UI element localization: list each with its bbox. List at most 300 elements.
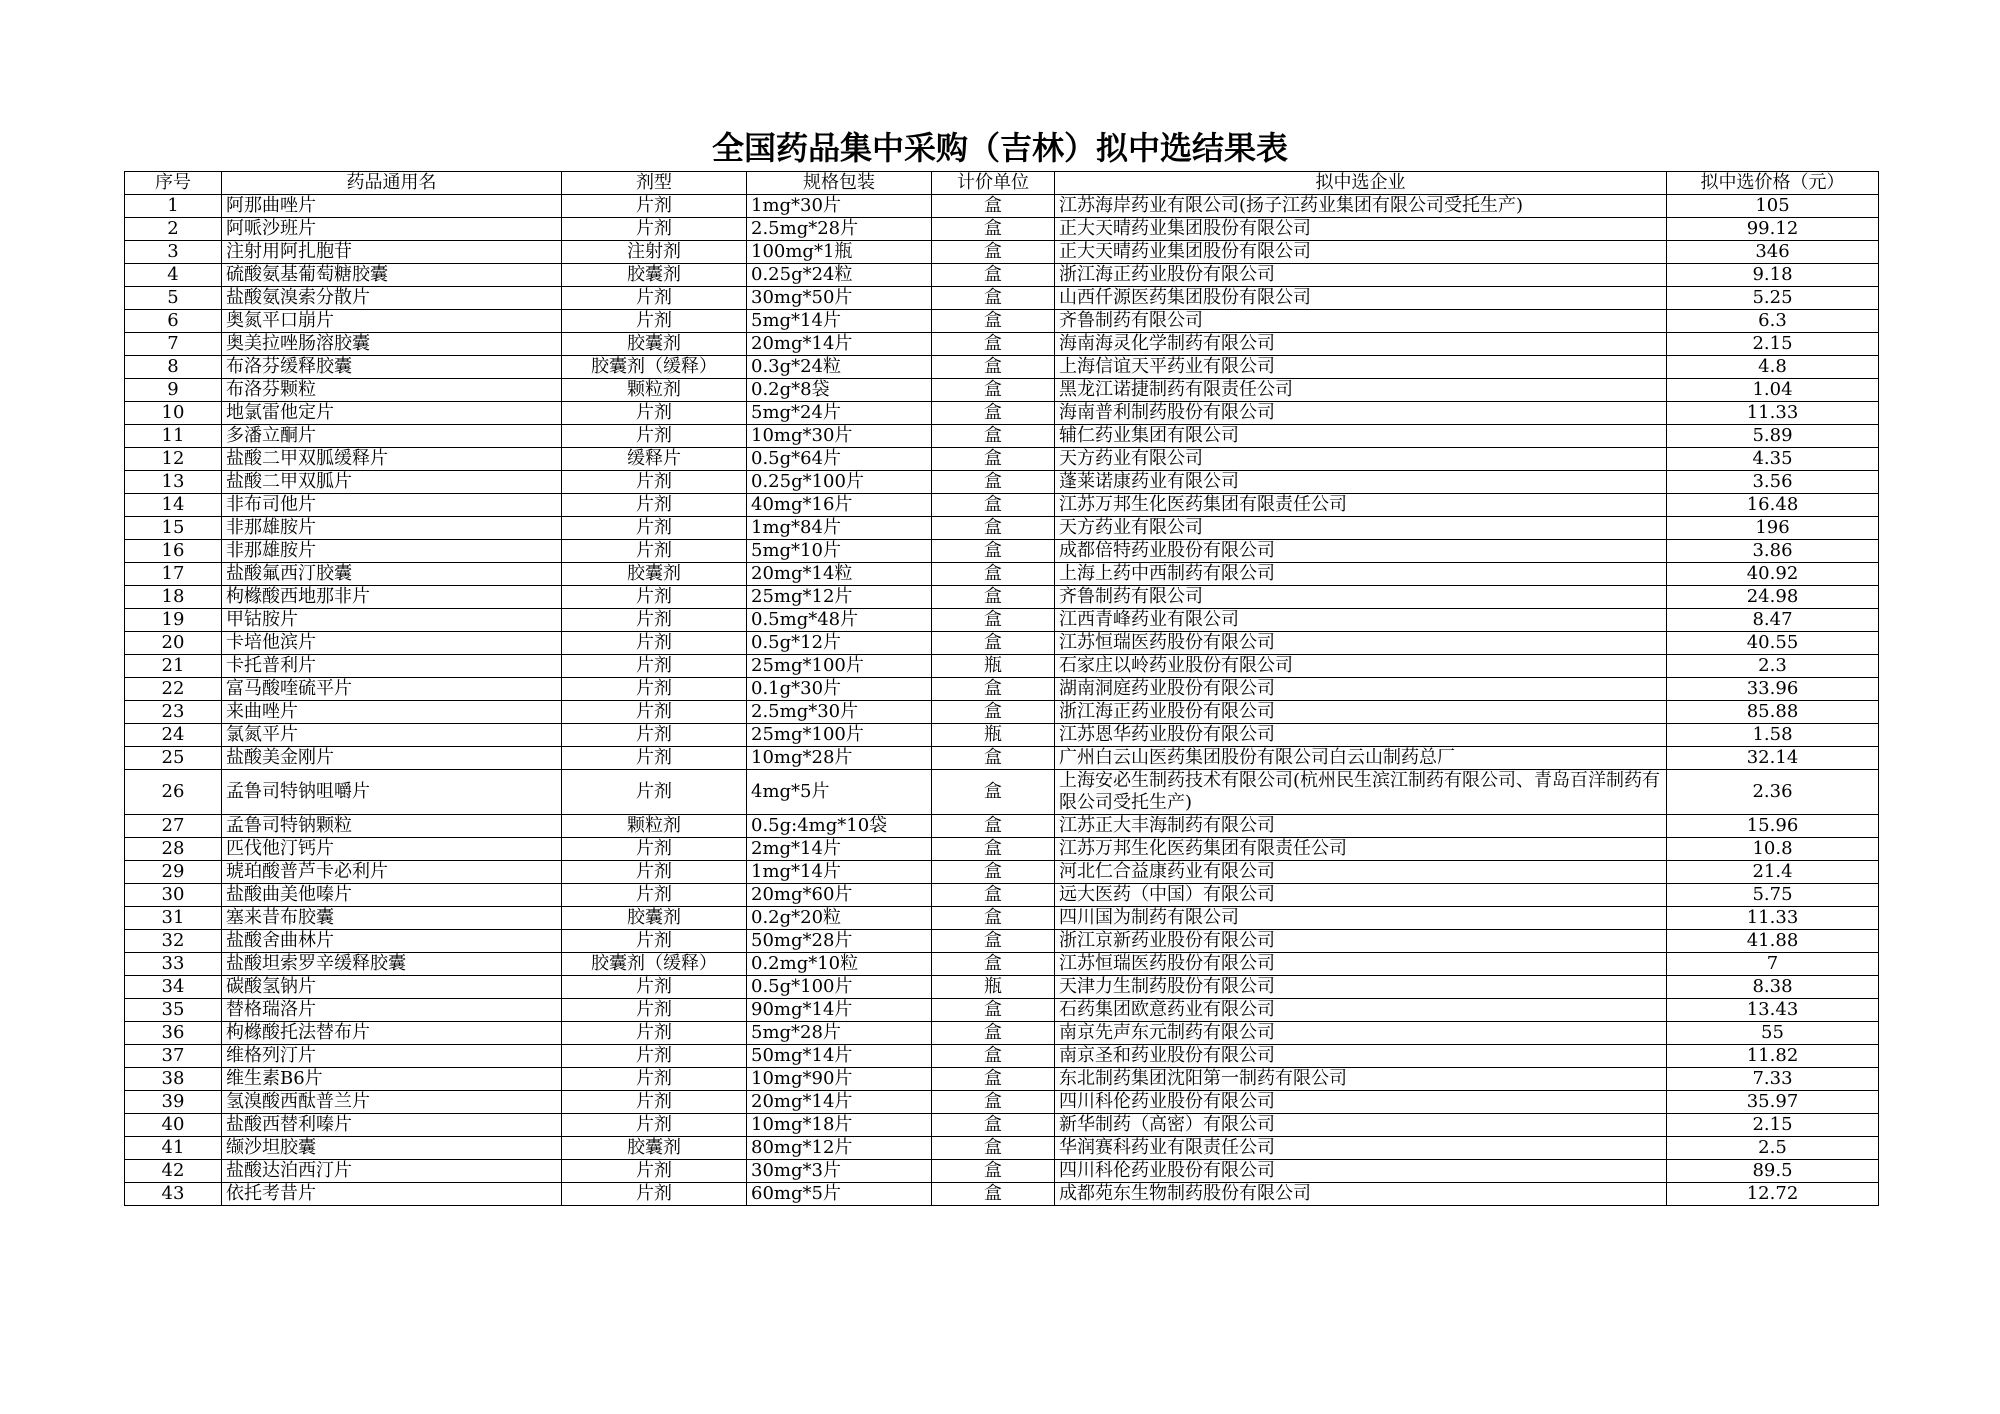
cell-spec-package: 100mg*1瓶 xyxy=(747,241,932,264)
cell-company: 正大天晴药业集团股份有限公司 xyxy=(1055,218,1667,241)
table-row xyxy=(125,471,1879,494)
cell-dosage-form: 片剂 xyxy=(562,838,747,861)
cell-index: 16 xyxy=(125,540,222,563)
cell-dosage-form: 片剂 xyxy=(562,747,747,770)
cell-dosage-form: 片剂 xyxy=(562,195,747,218)
cell-unit: 瓶 xyxy=(932,655,1055,678)
cell-spec-package: 0.25g*100片 xyxy=(747,471,932,494)
cell-price: 1.04 xyxy=(1667,379,1879,402)
cell-drug-name: 非那雄胺片 xyxy=(222,517,562,540)
table-row xyxy=(125,287,1879,310)
cell-unit: 盒 xyxy=(932,701,1055,724)
cell-dosage-form: 片剂 xyxy=(562,586,747,609)
cell-company: 齐鲁制药有限公司 xyxy=(1055,586,1667,609)
cell-drug-name: 盐酸二甲双胍片 xyxy=(222,471,562,494)
cell-unit: 盒 xyxy=(932,1160,1055,1183)
cell-dosage-form: 颗粒剂 xyxy=(562,815,747,838)
cell-company: 新华制药（高密）有限公司 xyxy=(1055,1114,1667,1137)
cell-drug-name: 塞来昔布胶囊 xyxy=(222,907,562,930)
table-row xyxy=(125,356,1879,379)
cell-dosage-form: 片剂 xyxy=(562,930,747,953)
cell-drug-name: 枸橼酸西地那非片 xyxy=(222,586,562,609)
cell-drug-name: 维格列汀片 xyxy=(222,1045,562,1068)
cell-spec-package: 60mg*5片 xyxy=(747,1183,932,1206)
cell-spec-package: 10mg*28片 xyxy=(747,747,932,770)
table-row xyxy=(125,264,1879,287)
cell-drug-name: 非布司他片 xyxy=(222,494,562,517)
table-row xyxy=(125,815,1879,838)
cell-drug-name: 阿哌沙班片 xyxy=(222,218,562,241)
cell-unit: 瓶 xyxy=(932,976,1055,999)
cell-drug-name: 碳酸氢钠片 xyxy=(222,976,562,999)
cell-drug-name: 奥美拉唑肠溶胶囊 xyxy=(222,333,562,356)
cell-company: 南京先声东元制药有限公司 xyxy=(1055,1022,1667,1045)
cell-index: 6 xyxy=(125,310,222,333)
cell-unit: 盒 xyxy=(932,1022,1055,1045)
cell-spec-package: 1mg*30片 xyxy=(747,195,932,218)
cell-unit: 盒 xyxy=(932,471,1055,494)
cell-index: 12 xyxy=(125,448,222,471)
cell-spec-package: 0.5g*12片 xyxy=(747,632,932,655)
cell-spec-package: 0.2g*20粒 xyxy=(747,907,932,930)
cell-unit: 盒 xyxy=(932,287,1055,310)
cell-spec-package: 25mg*12片 xyxy=(747,586,932,609)
cell-company: 华润赛科药业有限责任公司 xyxy=(1055,1137,1667,1160)
cell-company: 黑龙江诺捷制药有限责任公司 xyxy=(1055,379,1667,402)
table-row xyxy=(125,770,1879,815)
cell-company: 蓬莱诺康药业有限公司 xyxy=(1055,471,1667,494)
cell-dosage-form: 片剂 xyxy=(562,884,747,907)
table-row xyxy=(125,953,1879,976)
cell-unit: 盒 xyxy=(932,494,1055,517)
cell-price: 8.38 xyxy=(1667,976,1879,999)
cell-index: 31 xyxy=(125,907,222,930)
cell-index: 17 xyxy=(125,563,222,586)
cell-index: 26 xyxy=(125,770,222,815)
cell-drug-name: 盐酸舍曲林片 xyxy=(222,930,562,953)
cell-price: 2.15 xyxy=(1667,333,1879,356)
table-row xyxy=(125,701,1879,724)
cell-dosage-form: 颗粒剂 xyxy=(562,379,747,402)
cell-spec-package: 0.5g*64片 xyxy=(747,448,932,471)
cell-price: 2.3 xyxy=(1667,655,1879,678)
cell-spec-package: 80mg*12片 xyxy=(747,1137,932,1160)
cell-unit: 盒 xyxy=(932,1068,1055,1091)
cell-unit: 盒 xyxy=(932,861,1055,884)
table-row xyxy=(125,517,1879,540)
cell-unit: 盒 xyxy=(932,930,1055,953)
cell-price: 13.43 xyxy=(1667,999,1879,1022)
results-table xyxy=(124,171,1879,1206)
cell-drug-name: 缬沙坦胶囊 xyxy=(222,1137,562,1160)
cell-index: 3 xyxy=(125,241,222,264)
cell-index: 30 xyxy=(125,884,222,907)
cell-drug-name: 奥氮平口崩片 xyxy=(222,310,562,333)
cell-dosage-form: 片剂 xyxy=(562,1091,747,1114)
cell-price: 2.5 xyxy=(1667,1137,1879,1160)
cell-drug-name: 氢溴酸西酞普兰片 xyxy=(222,1091,562,1114)
cell-unit: 盒 xyxy=(932,402,1055,425)
cell-unit: 盒 xyxy=(932,815,1055,838)
cell-dosage-form: 胶囊剂 xyxy=(562,1137,747,1160)
cell-unit: 盒 xyxy=(932,953,1055,976)
cell-company: 天方药业有限公司 xyxy=(1055,448,1667,471)
cell-drug-name: 盐酸达泊西汀片 xyxy=(222,1160,562,1183)
table-row xyxy=(125,333,1879,356)
cell-dosage-form: 片剂 xyxy=(562,310,747,333)
cell-drug-name: 布洛芬缓释胶囊 xyxy=(222,356,562,379)
table-row xyxy=(125,1114,1879,1137)
cell-spec-package: 5mg*14片 xyxy=(747,310,932,333)
cell-company: 南京圣和药业股份有限公司 xyxy=(1055,1045,1667,1068)
cell-price: 3.86 xyxy=(1667,540,1879,563)
cell-price: 12.72 xyxy=(1667,1183,1879,1206)
cell-spec-package: 5mg*28片 xyxy=(747,1022,932,1045)
cell-index: 29 xyxy=(125,861,222,884)
cell-company: 海南海灵化学制药有限公司 xyxy=(1055,333,1667,356)
cell-index: 33 xyxy=(125,953,222,976)
cell-drug-name: 依托考昔片 xyxy=(222,1183,562,1206)
cell-unit: 盒 xyxy=(932,379,1055,402)
cell-spec-package: 1mg*84片 xyxy=(747,517,932,540)
cell-spec-package: 0.2g*8袋 xyxy=(747,379,932,402)
table-row xyxy=(125,379,1879,402)
cell-dosage-form: 片剂 xyxy=(562,770,747,815)
cell-dosage-form: 片剂 xyxy=(562,1183,747,1206)
cell-dosage-form: 片剂 xyxy=(562,471,747,494)
cell-index: 11 xyxy=(125,425,222,448)
cell-drug-name: 维生素B6片 xyxy=(222,1068,562,1091)
cell-company: 天方药业有限公司 xyxy=(1055,517,1667,540)
cell-dosage-form: 片剂 xyxy=(562,609,747,632)
cell-index: 8 xyxy=(125,356,222,379)
cell-drug-name: 孟鲁司特钠颗粒 xyxy=(222,815,562,838)
header-row xyxy=(125,172,1879,195)
cell-unit: 盒 xyxy=(932,884,1055,907)
cell-drug-name: 盐酸氟西汀胶囊 xyxy=(222,563,562,586)
cell-company: 山西仟源医药集团股份有限公司 xyxy=(1055,287,1667,310)
cell-unit: 盒 xyxy=(932,609,1055,632)
header-spec-package: 规格包装 xyxy=(747,172,932,195)
table-row xyxy=(125,448,1879,471)
cell-spec-package: 4mg*5片 xyxy=(747,770,932,815)
cell-company: 浙江海正药业股份有限公司 xyxy=(1055,701,1667,724)
cell-price: 32.14 xyxy=(1667,747,1879,770)
cell-company: 上海信谊天平药业有限公司 xyxy=(1055,356,1667,379)
cell-price: 11.33 xyxy=(1667,402,1879,425)
cell-company: 江苏恒瑞医药股份有限公司 xyxy=(1055,632,1667,655)
cell-drug-name: 多潘立酮片 xyxy=(222,425,562,448)
cell-index: 9 xyxy=(125,379,222,402)
cell-index: 42 xyxy=(125,1160,222,1183)
cell-drug-name: 卡托普利片 xyxy=(222,655,562,678)
cell-dosage-form: 片剂 xyxy=(562,655,747,678)
cell-dosage-form: 片剂 xyxy=(562,678,747,701)
cell-spec-package: 10mg*90片 xyxy=(747,1068,932,1091)
cell-company: 广州白云山医药集团股份有限公司白云山制药总厂 xyxy=(1055,747,1667,770)
cell-unit: 盒 xyxy=(932,1114,1055,1137)
cell-unit: 盒 xyxy=(932,517,1055,540)
table-row xyxy=(125,861,1879,884)
table-row xyxy=(125,1022,1879,1045)
header-drug-name: 药品通用名 xyxy=(222,172,562,195)
cell-price: 16.48 xyxy=(1667,494,1879,517)
cell-price: 40.55 xyxy=(1667,632,1879,655)
cell-dosage-form: 片剂 xyxy=(562,1068,747,1091)
cell-price: 4.35 xyxy=(1667,448,1879,471)
cell-spec-package: 50mg*28片 xyxy=(747,930,932,953)
cell-index: 24 xyxy=(125,724,222,747)
cell-unit: 盒 xyxy=(932,1183,1055,1206)
cell-spec-package: 5mg*24片 xyxy=(747,402,932,425)
table-row xyxy=(125,563,1879,586)
cell-index: 38 xyxy=(125,1068,222,1091)
cell-price: 346 xyxy=(1667,241,1879,264)
cell-price: 33.96 xyxy=(1667,678,1879,701)
cell-price: 89.5 xyxy=(1667,1160,1879,1183)
cell-spec-package: 30mg*50片 xyxy=(747,287,932,310)
cell-dosage-form: 片剂 xyxy=(562,861,747,884)
cell-drug-name: 枸橼酸托法替布片 xyxy=(222,1022,562,1045)
cell-drug-name: 阿那曲唑片 xyxy=(222,195,562,218)
cell-company: 远大医药（中国）有限公司 xyxy=(1055,884,1667,907)
cell-index: 22 xyxy=(125,678,222,701)
cell-drug-name: 氯氮平片 xyxy=(222,724,562,747)
cell-drug-name: 盐酸坦索罗辛缓释胶囊 xyxy=(222,953,562,976)
cell-company: 江苏恩华药业股份有限公司 xyxy=(1055,724,1667,747)
table-row xyxy=(125,540,1879,563)
cell-unit: 盒 xyxy=(932,425,1055,448)
table-row xyxy=(125,976,1879,999)
table-row xyxy=(125,586,1879,609)
cell-drug-name: 盐酸氨溴索分散片 xyxy=(222,287,562,310)
cell-price: 5.89 xyxy=(1667,425,1879,448)
cell-price: 35.97 xyxy=(1667,1091,1879,1114)
cell-spec-package: 0.5g*100片 xyxy=(747,976,932,999)
cell-price: 85.88 xyxy=(1667,701,1879,724)
cell-price: 11.82 xyxy=(1667,1045,1879,1068)
cell-unit: 盒 xyxy=(932,586,1055,609)
table-row xyxy=(125,655,1879,678)
cell-dosage-form: 片剂 xyxy=(562,724,747,747)
cell-price: 1.58 xyxy=(1667,724,1879,747)
cell-company: 江苏恒瑞医药股份有限公司 xyxy=(1055,953,1667,976)
cell-spec-package: 20mg*14粒 xyxy=(747,563,932,586)
cell-drug-name: 替格瑞洛片 xyxy=(222,999,562,1022)
header-unit: 计价单位 xyxy=(932,172,1055,195)
cell-index: 10 xyxy=(125,402,222,425)
cell-index: 43 xyxy=(125,1183,222,1206)
cell-price: 24.98 xyxy=(1667,586,1879,609)
table-row xyxy=(125,195,1879,218)
table-row xyxy=(125,218,1879,241)
cell-drug-name: 孟鲁司特钠咀嚼片 xyxy=(222,770,562,815)
cell-unit: 盒 xyxy=(932,1045,1055,1068)
cell-unit: 盒 xyxy=(932,838,1055,861)
cell-spec-package: 0.1g*30片 xyxy=(747,678,932,701)
cell-company: 石药集团欧意药业有限公司 xyxy=(1055,999,1667,1022)
cell-dosage-form: 片剂 xyxy=(562,999,747,1022)
table-row xyxy=(125,678,1879,701)
cell-spec-package: 20mg*60片 xyxy=(747,884,932,907)
cell-company: 天津力生制药股份有限公司 xyxy=(1055,976,1667,999)
table-row xyxy=(125,1091,1879,1114)
cell-dosage-form: 胶囊剂 xyxy=(562,563,747,586)
cell-spec-package: 10mg*30片 xyxy=(747,425,932,448)
table-row xyxy=(125,884,1879,907)
header-company: 拟中选企业 xyxy=(1055,172,1667,195)
cell-price: 196 xyxy=(1667,517,1879,540)
cell-dosage-form: 片剂 xyxy=(562,218,747,241)
cell-spec-package: 25mg*100片 xyxy=(747,724,932,747)
cell-index: 13 xyxy=(125,471,222,494)
cell-spec-package: 0.2mg*10粒 xyxy=(747,953,932,976)
header-dosage-form: 剂型 xyxy=(562,172,747,195)
cell-spec-package: 90mg*14片 xyxy=(747,999,932,1022)
cell-dosage-form: 片剂 xyxy=(562,287,747,310)
cell-spec-package: 2.5mg*28片 xyxy=(747,218,932,241)
table-row xyxy=(125,838,1879,861)
cell-company: 成都苑东生物制药股份有限公司 xyxy=(1055,1183,1667,1206)
cell-index: 37 xyxy=(125,1045,222,1068)
cell-price: 4.8 xyxy=(1667,356,1879,379)
cell-index: 23 xyxy=(125,701,222,724)
cell-drug-name: 盐酸曲美他嗪片 xyxy=(222,884,562,907)
cell-dosage-form: 片剂 xyxy=(562,976,747,999)
cell-company: 成都倍特药业股份有限公司 xyxy=(1055,540,1667,563)
table-row xyxy=(125,907,1879,930)
cell-spec-package: 40mg*16片 xyxy=(747,494,932,517)
cell-price: 21.4 xyxy=(1667,861,1879,884)
cell-drug-name: 富马酸喹硫平片 xyxy=(222,678,562,701)
cell-index: 21 xyxy=(125,655,222,678)
cell-dosage-form: 片剂 xyxy=(562,425,747,448)
cell-drug-name: 非那雄胺片 xyxy=(222,540,562,563)
cell-dosage-form: 片剂 xyxy=(562,402,747,425)
page-title: 全国药品集中采购（吉林）拟中选结果表 xyxy=(711,129,1288,167)
cell-index: 36 xyxy=(125,1022,222,1045)
table-row xyxy=(125,930,1879,953)
cell-spec-package: 10mg*18片 xyxy=(747,1114,932,1137)
cell-company: 湖南洞庭药业股份有限公司 xyxy=(1055,678,1667,701)
cell-unit: 盒 xyxy=(932,333,1055,356)
cell-dosage-form: 缓释片 xyxy=(562,448,747,471)
cell-drug-name: 甲钴胺片 xyxy=(222,609,562,632)
cell-index: 25 xyxy=(125,747,222,770)
cell-unit: 盒 xyxy=(932,241,1055,264)
cell-dosage-form: 片剂 xyxy=(562,1022,747,1045)
cell-spec-package: 50mg*14片 xyxy=(747,1045,932,1068)
cell-company: 浙江海正药业股份有限公司 xyxy=(1055,264,1667,287)
cell-spec-package: 2mg*14片 xyxy=(747,838,932,861)
cell-company: 河北仁合益康药业有限公司 xyxy=(1055,861,1667,884)
cell-price: 3.56 xyxy=(1667,471,1879,494)
cell-price: 8.47 xyxy=(1667,609,1879,632)
cell-index: 15 xyxy=(125,517,222,540)
cell-unit: 盒 xyxy=(932,678,1055,701)
cell-index: 14 xyxy=(125,494,222,517)
table-row xyxy=(125,724,1879,747)
cell-company: 海南普利制药股份有限公司 xyxy=(1055,402,1667,425)
cell-spec-package: 30mg*3片 xyxy=(747,1160,932,1183)
table-row xyxy=(125,310,1879,333)
cell-dosage-form: 片剂 xyxy=(562,540,747,563)
cell-company: 东北制药集团沈阳第一制药有限公司 xyxy=(1055,1068,1667,1091)
table-row xyxy=(125,494,1879,517)
cell-index: 35 xyxy=(125,999,222,1022)
cell-drug-name: 盐酸西替利嗪片 xyxy=(222,1114,562,1137)
cell-unit: 盒 xyxy=(932,747,1055,770)
cell-drug-name: 地氯雷他定片 xyxy=(222,402,562,425)
cell-spec-package: 20mg*14片 xyxy=(747,333,932,356)
cell-company: 浙江京新药业股份有限公司 xyxy=(1055,930,1667,953)
cell-unit: 盒 xyxy=(932,310,1055,333)
cell-price: 2.36 xyxy=(1667,770,1879,815)
table-body xyxy=(125,195,1879,1206)
cell-drug-name: 卡培他滨片 xyxy=(222,632,562,655)
cell-dosage-form: 片剂 xyxy=(562,1045,747,1068)
cell-unit: 盒 xyxy=(932,999,1055,1022)
cell-dosage-form: 片剂 xyxy=(562,517,747,540)
cell-price: 2.15 xyxy=(1667,1114,1879,1137)
cell-index: 2 xyxy=(125,218,222,241)
cell-company: 辅仁药业集团有限公司 xyxy=(1055,425,1667,448)
cell-company: 上海安必生制药技术有限公司(杭州民生滨江制药有限公司、青岛百洋制药有限公司受托生产) xyxy=(1055,770,1667,815)
cell-drug-name: 琥珀酸普芦卡必利片 xyxy=(222,861,562,884)
cell-index: 7 xyxy=(125,333,222,356)
cell-price: 9.18 xyxy=(1667,264,1879,287)
cell-dosage-form: 注射剂 xyxy=(562,241,747,264)
cell-dosage-form: 胶囊剂 xyxy=(562,907,747,930)
cell-price: 55 xyxy=(1667,1022,1879,1045)
table-row xyxy=(125,1160,1879,1183)
cell-price: 5.75 xyxy=(1667,884,1879,907)
cell-drug-name: 盐酸美金刚片 xyxy=(222,747,562,770)
cell-drug-name: 布洛芬颗粒 xyxy=(222,379,562,402)
cell-unit: 盒 xyxy=(932,448,1055,471)
cell-unit: 盒 xyxy=(932,1137,1055,1160)
cell-unit: 瓶 xyxy=(932,724,1055,747)
table-row xyxy=(125,241,1879,264)
table-row xyxy=(125,1137,1879,1160)
cell-index: 1 xyxy=(125,195,222,218)
cell-index: 20 xyxy=(125,632,222,655)
cell-unit: 盒 xyxy=(932,356,1055,379)
cell-index: 27 xyxy=(125,815,222,838)
cell-unit: 盒 xyxy=(932,907,1055,930)
cell-price: 7 xyxy=(1667,953,1879,976)
cell-spec-package: 2.5mg*30片 xyxy=(747,701,932,724)
cell-price: 10.8 xyxy=(1667,838,1879,861)
cell-price: 6.3 xyxy=(1667,310,1879,333)
cell-price: 5.25 xyxy=(1667,287,1879,310)
header-price: 拟中选价格（元） xyxy=(1667,172,1879,195)
cell-unit: 盒 xyxy=(932,1091,1055,1114)
cell-price: 40.92 xyxy=(1667,563,1879,586)
cell-company: 江苏万邦生化医药集团有限责任公司 xyxy=(1055,494,1667,517)
cell-spec-package: 25mg*100片 xyxy=(747,655,932,678)
cell-drug-name: 硫酸氨基葡萄糖胶囊 xyxy=(222,264,562,287)
cell-spec-package: 0.5g:4mg*10袋 xyxy=(747,815,932,838)
cell-unit: 盒 xyxy=(932,264,1055,287)
cell-price: 99.12 xyxy=(1667,218,1879,241)
cell-dosage-form: 胶囊剂（缓释） xyxy=(562,953,747,976)
cell-index: 28 xyxy=(125,838,222,861)
cell-price: 7.33 xyxy=(1667,1068,1879,1091)
table-row xyxy=(125,999,1879,1022)
cell-price: 15.96 xyxy=(1667,815,1879,838)
cell-drug-name: 盐酸二甲双胍缓释片 xyxy=(222,448,562,471)
